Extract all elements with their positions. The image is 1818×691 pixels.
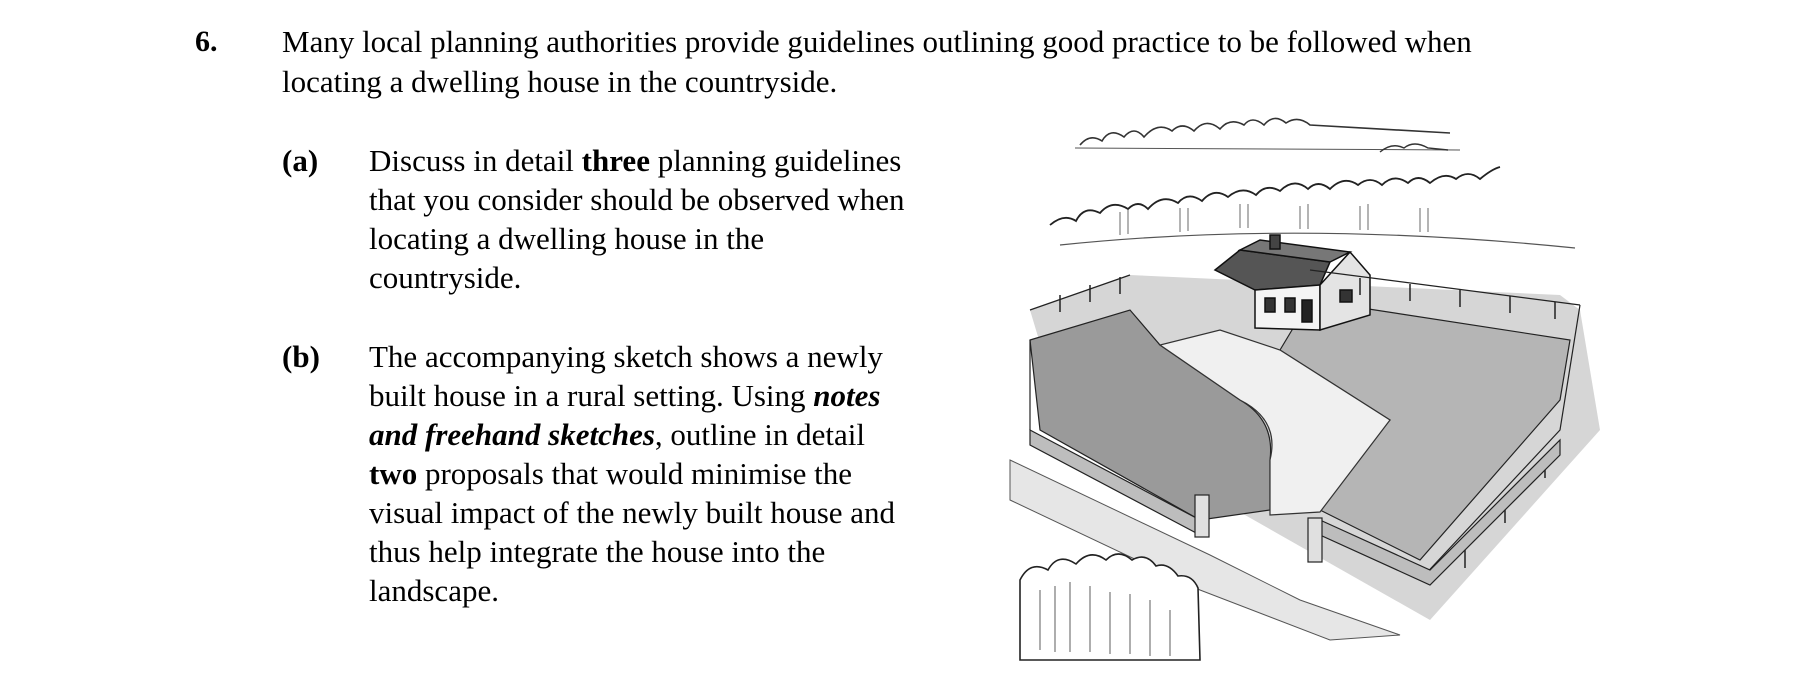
hedgerow: [1050, 167, 1500, 225]
part-b-line-7: landscape.: [369, 573, 499, 608]
distant-treeline: [1080, 118, 1450, 145]
part-b-line-4: [369, 454, 969, 493]
part-a-line-1: [369, 141, 969, 180]
part-a-line-4: countryside.: [369, 260, 522, 295]
part-b-emphasis: two: [369, 456, 418, 491]
part-b-text-run: proposals that would minimise the: [417, 456, 853, 491]
pillar-left: [1195, 495, 1209, 537]
pillar-right: [1308, 518, 1322, 562]
part-a-label: (a): [282, 143, 319, 178]
part-b-emphasis: notes: [813, 378, 881, 413]
part-a-text-run: planning guidelines: [649, 143, 902, 178]
stem-line-1: Many local planning authorities provide guidelines outlining good practice to be followed when: [282, 24, 1472, 59]
part-b-text-run: built house in a rural setting. Using: [369, 378, 814, 413]
question-number: 6.: [195, 25, 218, 58]
part-a-line-2: that you consider should be observed when: [369, 182, 905, 217]
part-b-line-3: [369, 415, 969, 454]
part-a-text: [369, 141, 969, 297]
part-b-line-2: [369, 376, 969, 415]
stem-line-2: locating a dwelling house in the countryside.: [282, 64, 838, 99]
part-b-text-run: , outline in detail: [654, 417, 865, 452]
part-b-line-5: visual impact of the newly built house and: [369, 495, 896, 530]
part-b-line-6: thus help integrate the house into the: [369, 534, 826, 569]
rural-house-sketch: [1000, 100, 1680, 690]
part-b-label: (b): [282, 339, 320, 374]
part-a-text-run: Discuss in detail: [369, 143, 582, 178]
question-stem: [282, 22, 1612, 102]
part-a-line-3: locating a dwelling house in the: [369, 221, 765, 256]
part-a-emphasis: three: [581, 143, 650, 178]
part-b-line-1: The accompanying sketch shows a newly: [369, 339, 883, 374]
part-b-text: [369, 337, 969, 610]
part-b-emphasis: and freehand sketches: [369, 417, 655, 452]
